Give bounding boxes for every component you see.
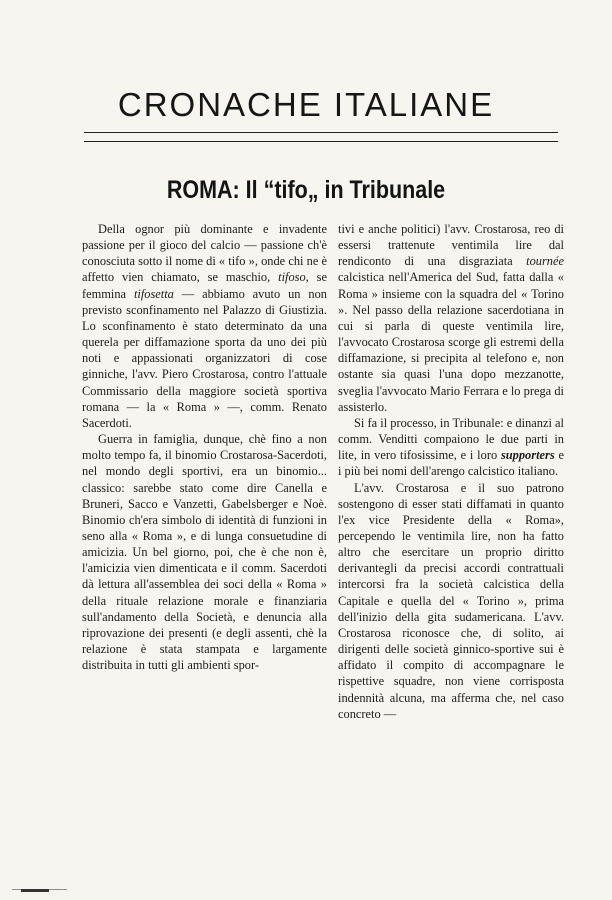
left-paragraph-2: Guerra in famiglia, dunque, chè fino a non molto tempo fa, il binomio Crostarosa-Sacerdoti, nel mondo degli sportivi, era un binomio... classico: sarebbe stato come dire Canella e Bruneri, Sacco e Vanzetti, Gabelsberger e Noè. Binomio ch'era simbolo di identità di funzioni in seno alla « Roma », e di lunga consuetudine di amicizia. Un bel giorno, poi, che è che non è, l'amicizia vien dimenticata e il comm. Sacerdoti dà lettura all'assemblea dei soci della « Roma » della rituale relazione morale e finanziaria sull'andamento della Società, e denuncia alla riprovazione dei presenti (e degli assenti, chè la relazione è stata stampata e largamente distribuita in tutti gli ambienti spor- bbox=[82, 432, 327, 673]
right-paragraph-3: L'avv. Crostarosa e il suo patrono sostengono di esser stati diffamati in quanto l'ex vice Presidente della « Roma», percependo le ventimila lire, non ha fatto altro che esercitare un proprio diritto derivantegli da precisi accordi contrattuali intercorsi fra la società calcistica della Capitale e quella del « Torino », prima dell'inizio della gita sudamericana. L'avv. Crostarosa riconosce che, di solito, ai dirigenti delle società ginnico-sportive sui è affidato il compito di accompagnare le rispettive squadre, non viene corrisposta indennità alcuna, ma afferma che, nel caso concreto — bbox=[338, 480, 564, 721]
article-left-column bbox=[82, 221, 327, 673]
left-paragraph-1: Della ognor più dominante e invadente passione per il gioco del calcio — passione ch'è conosciuta sotto il nome di « tifo », onde chi ne è affetto vien chiamato, se maschio, tifoso, se femmina tifosetta — abbiamo avuto un non previsto sconfinamento nel Palazzo di Giustizia. Lo sconfinamento è stato determinato da una querela per diffamazione sporta da uno dei più noti e appassionati organizzatori di cose ginniche, l'avv. Piero Crostarosa, contro l'attuale Commissario della maggiore società sportiva romana — la « Roma » —, comm. Renato Sacerdoti. bbox=[82, 222, 327, 430]
section-title: CRONACHE ITALIANE bbox=[117, 86, 495, 123]
title-rule-top bbox=[84, 132, 558, 133]
article-right-column bbox=[338, 221, 564, 722]
footer-mark: —▬▬▬—— bbox=[12, 884, 66, 895]
right-paragraph-1: tivi e anche politici) l'avv. Crostarosa, reo di essersi trattenute ventimila lire dal rendiconto di una disgraziata tournée calcistica nell'America del Sud, fatta dalla « Roma » insieme con la squadra del « Torino ». Nel passo della relazione sacerdotiana in cui si parla di queste ventimila lire, l'avvocato Crostarosa scorge gli estremi della diffamazione, si precipita al telefono e, non ostante sia quasi l'una dopo mezzanotte, sveglia l'avvocato Mario Ferrara e lo prega di assisterlo. bbox=[338, 222, 564, 414]
right-paragraph-2: Si fa il processo, in Tribunale: e dinanzi al comm. Venditti compaiono le due parti in lite, in vero tifosissime, e i loro supporters e i più bei nomi dell'arengo calcistico italiano. bbox=[338, 415, 564, 479]
title-rule-bottom bbox=[84, 141, 558, 142]
article-title: ROMA: Il “tifo„ in Tribunale bbox=[166, 176, 446, 204]
